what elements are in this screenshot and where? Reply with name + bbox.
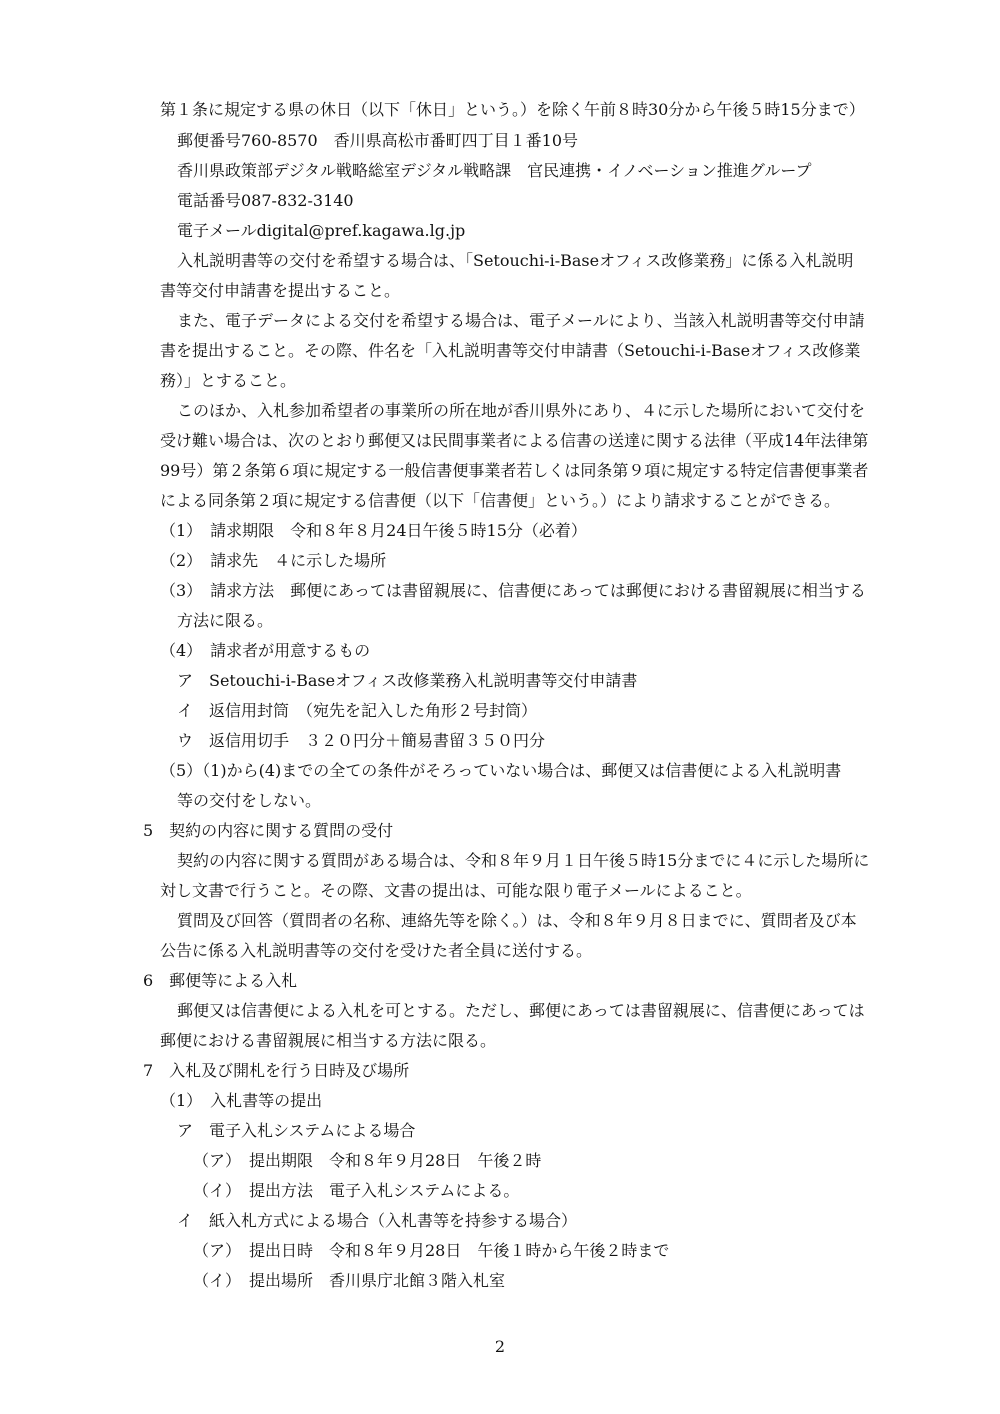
list-item: （3） 請求方法 郵便にあっては書留親展に、信書便にあっては郵便における書留親展に相当する — [160, 581, 866, 600]
text-line: 電子メールdigital@pref.kagawa.lg.jp — [177, 221, 466, 240]
text-line: 99号）第２条第６項に規定する一般信書便事業者若しくは同条第９項に規定する特定信書便事業者 — [160, 461, 869, 480]
text-line: 電話番号087-832-3140 — [177, 191, 354, 210]
text-line: 第１条に規定する県の休日（以下「休日」という。）を除く午前８時30分から午後５時15分まで） — [160, 100, 865, 119]
text-line: 方法に限る。 — [177, 611, 274, 630]
list-item: イ 返信用封筒 （宛先を記入した角形２号封筒） — [177, 701, 538, 720]
text-line: 受け難い場合は、次のとおり郵便又は民間事業者による信書の送達に関する法律（平成14年法律第 — [160, 431, 869, 450]
list-item: イ 紙入札方式による場合（入札書等を持参する場合） — [177, 1211, 578, 1230]
text-line: 書等交付申請書を提出すること。 — [160, 281, 401, 300]
list-item: （イ） 提出場所 香川県庁北館３階入札室 — [193, 1271, 506, 1290]
section-heading: 6 郵便等による入札 — [143, 971, 298, 990]
list-item: （イ） 提出方法 電子入札システムによる。 — [193, 1181, 520, 1200]
list-item: ウ 返信用切手 ３２０円分＋簡易書留３５０円分 — [177, 731, 546, 750]
list-item: （2） 請求先 ４に示した場所 — [160, 551, 387, 570]
text-line: 等の交付をしない。 — [177, 791, 322, 810]
text-line: 書を提出すること。その際、件名を「入札説明書等交付申請書（Setouchi-i-Baseオフィス改修業 — [160, 341, 861, 360]
list-item: （ア） 提出期限 令和８年９月28日 午後２時 — [193, 1151, 542, 1170]
text-line: 対し文書で行うこと。その際、文書の提出は、可能な限り電子メールによること。 — [160, 881, 752, 900]
text-line: 務）」とすること。 — [160, 371, 297, 390]
list-item: （5）（1)から(4)までの全ての条件がそろっていない場合は、郵便又は信書便による入札説明書 — [160, 761, 842, 780]
list-item: （1） 請求期限 令和８年８月24日午後５時15分（必着） — [160, 521, 587, 540]
text-line: 香川県政策部デジタル戦略総室デジタル戦略課 官民連携・イノベーション推進グループ — [177, 161, 812, 180]
list-item: ア 電子入札システムによる場合 — [177, 1121, 416, 1140]
text-line: 郵便番号760-8570 香川県高松市番町四丁目１番10号 — [177, 131, 579, 150]
list-item: （4） 請求者が用意するもの — [160, 641, 371, 660]
section-heading: 5 契約の内容に関する質問の受付 — [143, 821, 394, 840]
text-line: 質問及び回答（質問者の名称、連絡先等を除く。）は、令和８年９月８日までに、質問者及び本 — [177, 911, 857, 930]
text-line: 郵便における書留親展に相当する方法に限る。 — [160, 1031, 497, 1050]
text-line: 公告に係る入札説明書等の交付を受けた者全員に送付する。 — [160, 941, 593, 960]
text-line: 契約の内容に関する質問がある場合は、令和８年９月１日午後５時15分までに４に示した場所に — [177, 851, 870, 870]
section-heading: 7 入札及び開札を行う日時及び場所 — [143, 1061, 410, 1080]
text-line: このほか、入札参加希望者の事業所の所在地が香川県外にあり、４に示した場所において交付を — [177, 401, 866, 420]
list-item: ア Setouchi-i-Baseオフィス改修業務入札説明書等交付申請書 — [177, 671, 638, 690]
text-line: また、電子データによる交付を希望する場合は、電子メールにより、当該入札説明書等交付申請 — [177, 311, 865, 330]
text-line: 郵便又は信書便による入札を可とする。ただし、郵便にあっては書留親展に、信書便にあっては — [177, 1001, 865, 1020]
text-line: 入札説明書等の交付を希望する場合は、「Setouchi-i-Baseオフィス改修業務」に係る入札説明 — [177, 251, 854, 270]
list-item: （1） 入札書等の提出 — [160, 1091, 323, 1110]
page-number: 2 — [494, 1337, 506, 1356]
text-line: による同条第２項に規定する信書便（以下「信書便」という。）により請求することができる。 — [160, 491, 841, 510]
list-item: （ア） 提出日時 令和８年９月28日 午後１時から午後２時まで — [193, 1241, 670, 1260]
